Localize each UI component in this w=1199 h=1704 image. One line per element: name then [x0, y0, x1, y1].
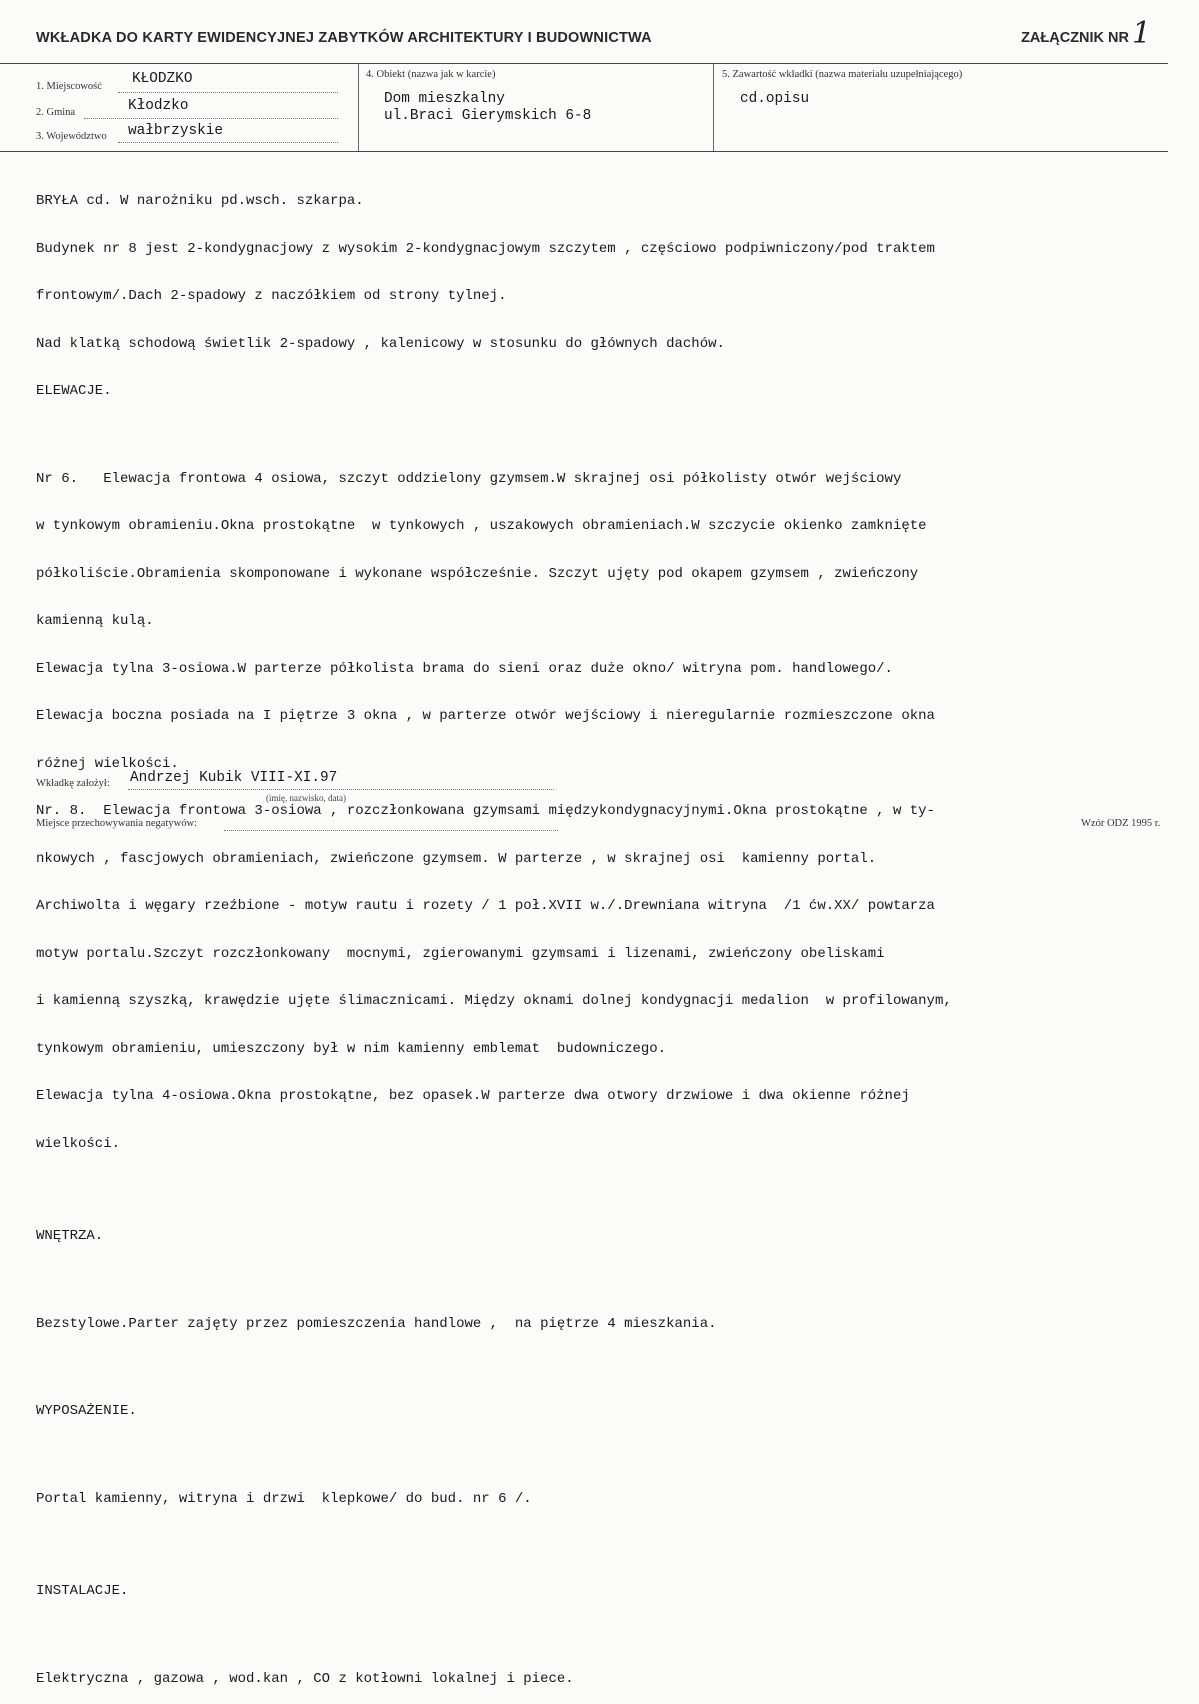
description-body [36, 162, 1176, 1704]
card-title: WKŁADKA DO KARTY EWIDENCYJNEJ ZABYTKÓW ARCHITEKTURY I BUDOWNICTWA [36, 30, 652, 46]
form-version: Wzór ODZ 1995 r. [1081, 818, 1161, 829]
text-line: Nr 6. Elewacja frontowa 4 osiowa, szczyt oddzielony gzymsem.W skrajnej osi półkolisty otwór wejściowy [36, 470, 902, 487]
text-line: Elewacja tylna 4-osiowa.Okna prostokątne, bez opasek.W parterze dwa otwory drzwiowe i dwa okienne różnej [36, 1088, 910, 1104]
section-heading-instalacje: INSTALACJE. [36, 1583, 129, 1599]
text-line: w tynkowym obramieniu.Okna prostokątne w tynkowych , uszakowych obramieniach.W szczycie okienko zamknięte [36, 518, 927, 534]
text-line: Nr. 8. Elewacja frontowa 3-osiowa , rozczłonkowana gzymsami międzykondygnacyjnymi.Okna prostokątne , w ty- [36, 803, 935, 819]
text-line: tynkowym obramieniu, umieszczony był w nim kamienny emblemat budowniczego. [36, 1040, 667, 1057]
author-label: Wkładkę założył: [36, 778, 110, 789]
text-line: frontowym/.Dach 2-spadowy z naczółkiem od strony tylnej. [36, 288, 507, 304]
header-rule [0, 63, 1168, 64]
gmina-value: Kłodzko [128, 98, 189, 114]
text-line: Elewacja tylna 3-osiowa.W parterze półkolista brama do sieni oraz duże okno/ witryna pom. handlowego/. [36, 660, 893, 677]
text-line: różnej wielkości. [36, 755, 179, 772]
wojewodztwo-value: wałbrzyskie [128, 123, 223, 139]
obiekt-label: 4. Obiekt (nazwa jak w karcie) [366, 69, 496, 80]
text-line: Portal kamienny, witryna i drzwi klepkowe/ do bud. nr 6 /. [36, 1490, 532, 1507]
text-line: Elektryczna , gazowa , wod.kan , CO z kotłowni lokalnej i piece. [36, 1670, 574, 1687]
text-line: półkoliście.Obramienia skomponowane i wykonane współcześnie. Szczyt ujęty pod okapem gzymsem , zwieńczony [36, 565, 919, 582]
storage-label: Miejsce przechowywania negatywów: [36, 818, 197, 829]
annex-number: 1 [1132, 16, 1152, 51]
section-heading-wnetrza: WNĘTRZA. [36, 1228, 104, 1244]
field-divider-1 [358, 64, 359, 152]
author-dots [128, 789, 554, 790]
obiekt-line-2: ul.Braci Gierymskich 6-8 [384, 108, 592, 124]
author-hint: (imię, nazwisko, data) [266, 793, 346, 803]
storage-dots [224, 830, 558, 831]
gmina-dots [84, 118, 338, 119]
text-line: Budynek nr 8 jest 2-kondygnacjowy z wysokim 2-kondygnacjowym szczytem , częściowo podpiwniczony/pod traktem [36, 240, 935, 257]
text-line: BRYŁA cd. W narożniku pd.wsch. szkarpa. [36, 193, 364, 209]
miejscowosc-dots [118, 92, 338, 93]
section-heading-elewacje: ELEWACJE. [36, 383, 112, 399]
text-line: wielkości. [36, 1135, 121, 1152]
text-line: Elewacja boczna posiada na I piętrze 3 okna , w parterze otwór wejściowy i nieregularnie rozmieszczone okna [36, 708, 935, 724]
text-line: Bezstylowe.Parter zajęty przez pomieszczenia handlowe , na piętrze 4 mieszkania. [36, 1315, 717, 1332]
miejscowosc-label: 1. Miejscowość [36, 81, 102, 92]
author-value: Andrzej Kubik VIII-XI.97 [130, 770, 338, 786]
obiekt-line-1: Dom mieszkalny [384, 91, 505, 107]
miejscowosc-value: KŁODZKO [132, 71, 193, 87]
text-line: kamienną kulą. [36, 613, 154, 629]
wojewodztwo-dots [118, 142, 338, 143]
text-line: i kamienną szyszką, krawędzie ujęte ślimacznicami. Między oknami dolnej kondygnacji medalion w profilowanym, [36, 993, 952, 1009]
wojewodztwo-label: 3. Województwo [36, 131, 107, 142]
field-divider-2 [713, 64, 714, 152]
text-line: motyw portalu.Szczyt rozczłonkowany mocnymi, zgierowanymi gzymsami i lizenami, zwieńczony obeliskami [36, 945, 885, 962]
zawartosc-value: cd.opisu [740, 91, 810, 107]
text-line: nkowych , fascjowych obramieniach, zwieńczone gzymsem. W parterze , w skrajnej osi kamienny portal. [36, 850, 877, 867]
text-line: Nad klatką schodową świetlik 2-spadowy , kalenicowy w stosunku do głównych dachów. [36, 335, 725, 352]
zawartosc-label: 5. Zawartość wkładki (nazwa materiału uzupełniającego) [722, 69, 963, 80]
section-heading-wyposazenie: WYPOSAŻENIE. [36, 1403, 137, 1419]
annex-label: ZAŁĄCZNIK NR [1021, 30, 1129, 46]
gmina-label: 2. Gmina [36, 107, 76, 118]
fields-rule [0, 151, 1168, 152]
text-line: Archiwolta i węgary rzeźbione - motyw rautu i rozety / 1 poł.XVII w./.Drewniana witryna /1 ćw.XX/ powtarza [36, 898, 935, 914]
